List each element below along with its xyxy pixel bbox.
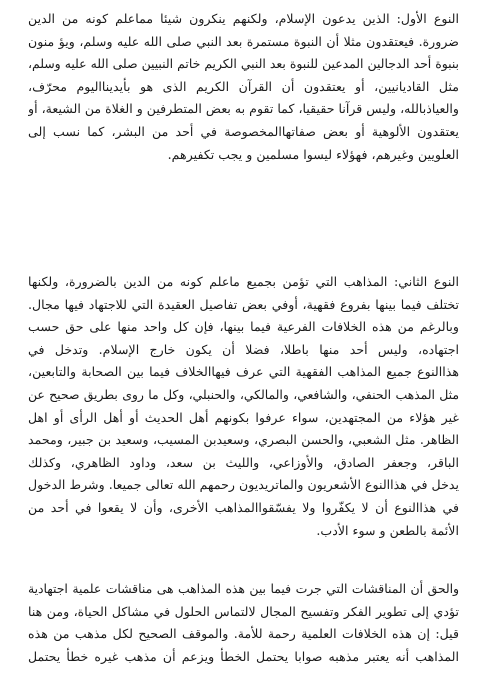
- text-line: تؤدي إلى تطوير الفكر وتفسيح المجال لالتماس الحلول في مشاكل الحياة، ومن هنا: [28, 603, 459, 619]
- text-line: مثل القاديانيين، أو يعتقدون أن القرآن الكريم الذى هو بأيدينااليوم محرّف،: [28, 78, 459, 94]
- text-line: ضرورة. فيعتقدون مثلا أن النبوة مستمرة بعد النبي صلى الله عليه وسلم، ويؤ منون: [28, 33, 459, 49]
- text-line: غير هؤلاء من المجتهدين، سواء عرفوا بكونهم أهل الحديث أو أهل الرأى أو اهل: [28, 409, 459, 425]
- text-line: تختلف فيما بينها بفروع فقهية، أوفي بعض تفاصيل العقيدة التي للاجتهاد فيها مجال.: [28, 296, 459, 312]
- paragraph-type-two: [28, 271, 459, 542]
- text-line: يدخل في هذاالنوع الأشعريون والماتريديون رحمهم الله تعالى جميعا. وشرط الدخول: [28, 477, 459, 493]
- text-line: الأئمة بالطعن و سوء الأدب.: [316, 522, 459, 538]
- text-line: يعتقدون الألوهية أو بعض صفاتهاالمخصوصة في أحد من البشر، كما نسب إلى: [28, 123, 459, 139]
- text-line: العلويين وغيرهم، فهؤلاء ليسوا مسلمين و يجب تكفيرهم.: [167, 146, 459, 162]
- text-line: النوع الأول: الذين يدعون الإسلام، ولكنهم ينكرون شيئا مماعلم كونه من الدين: [28, 11, 459, 26]
- text-line: بنبوة أحد الدجالين المدعين للنبوة بعد النبي الكريم خاتم النبيين صلى الله عليه وسلم،: [28, 57, 459, 72]
- text-line: والحق أن المناقشات التي جرت فيما بين هذه المذاهب هى مناقشات علمية اجتهادية: [28, 582, 459, 596]
- text-line: وبالرغم من هذه الخلافات الفرعية فيما بينها، فإن كل واحد منها على حق حسب: [28, 319, 459, 335]
- text-line: المذاهب أنه يعتبر مذهبه صوابا يحتمل الخطأ ويزعم أن مذهب غيره خطأ يحتمل: [28, 648, 459, 664]
- text-line: اجتهاده، وليس أحد منها باطلا، فضلا أن يكون خارج الإسلام. وتدخل في: [28, 341, 459, 357]
- paragraph-conclusion: [28, 578, 459, 668]
- text-line: هذاالنوع جميع المذاهب الفقهية التي عرف فيهاالخلاف فيما بين الصحابة والتابعين،: [28, 364, 459, 380]
- text-line: والعياذبالله، وليس قرآنا حقيقيا، كما تقوم به بعض المتطرفين و الغلاة من الشيعة، أو: [28, 101, 459, 117]
- text-line: الباقر، وجعفر الصادق، والأوزاعي، والليث بن سعد، وداود الظاهري، وكذلك: [28, 454, 459, 470]
- text-line: قيل: إن هذه الخلافات العلمية رحمة للأمة. والموقف الصحيح لكل مذهب من هذه: [28, 626, 459, 642]
- text-line: مثل المذهب الحنفي، والشافعي، والمالكي، والحنبلي، وكل ما روى بطريق صحيح عن: [28, 387, 459, 402]
- paragraph-type-one: [28, 8, 459, 166]
- text-line: في هذاالنوع أن لا يكفّروا ولا يفسّقواالمذاهب الأخرى، وأن لا يقعوا في أحد من: [28, 499, 459, 515]
- text-line: النوع الثاني: المذاهب التي تؤمن بجميع ماعلم كونه من الدين بالضرورة، ولكنها: [28, 274, 459, 289]
- text-line: الظاهر. مثل الشعبي، والحسن البصري، وسعيدبن المسيب، وسعيد بن جبير، ومحمد: [28, 432, 459, 448]
- document-page: [28, 0, 459, 700]
